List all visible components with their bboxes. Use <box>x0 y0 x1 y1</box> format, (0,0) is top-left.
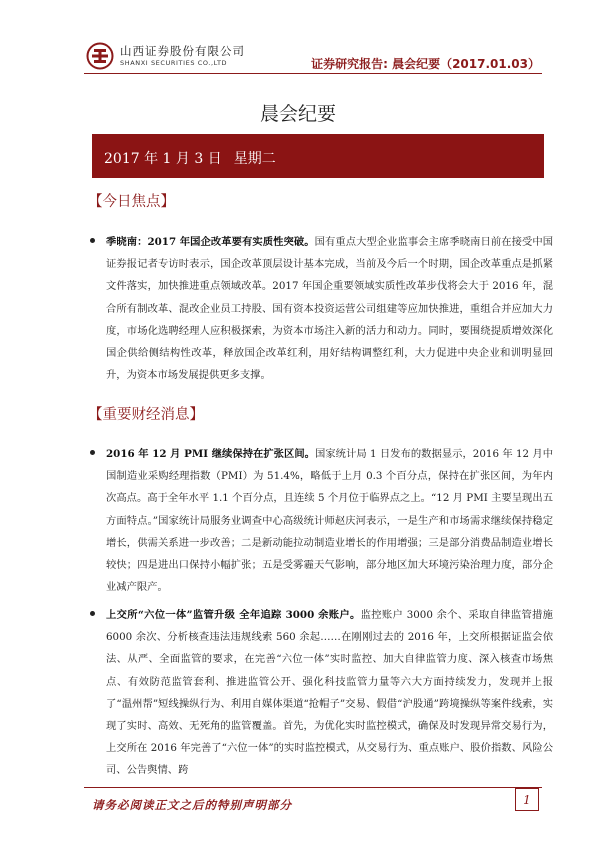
date-banner <box>92 134 544 178</box>
bullet-icon <box>90 450 95 455</box>
disclaimer-notice: 请务必阅读正文之后的特别声明部分 <box>92 798 292 812</box>
item-body: 监控账户 3000 余个、采取自律监管措施 6000 余次、分析核查违法违规线索 560 余起……在刚刚过去的 2016 年，上交所根据证监会依法、从严、全面监管的要求，在完善“六位一体”实时监控、加大自律监管力度、深入核查市场焦点、有效防范监管套利、推进监管公开、强化科技监管力量等六大方面持续发力，发现并上报了“温州帮”短线操纵行为、利用自媒体渠道“抢帽子”交易、假借“沪股通”跨境操纵等案件线索，实现了实时、高效、无死角的监管覆盖。首先，为优化实时监控模式，确保及时发现异常交易行为，上交所在 2016 年完善了“六位一体”的实时监控模式，从交易行为、重点账户、股价指数、风险公司、公告舆情、跨 <box>106 609 553 777</box>
company-name-en: SHANXI SECURITIES CO.,LTD <box>120 59 228 67</box>
page-title: 晨会纪要 <box>259 103 336 125</box>
item-lead: 2016 年 12 月 PMI 继续保持在扩张区间。 <box>106 448 316 460</box>
item-body: 国有重点大型企业监事会主席季晓南日前在接受中国证券报记者专访时表示，国企改革顶层设计基本完成，当前及今后一个时期，国企改革重点是抓紧文件落实，加快推进重点领域改革。2017 年国企重要领域实质性改革步伐将会大于 2016 年，混合所有制改革、混改企业员工持股、国有资本投资运营公司组建等应加快推进，重组合并应加大力度，市场化选聘经理人应积极探索，为资本市场注入新的活力和动力。同时，要围绕提质增效深化国企供给侧结构性改革，释放国企改革红利，用好结构调整红利，大力促进中央企业和训明显回升，为资本市场发展提供更多支撑。 <box>106 236 554 382</box>
weekday: 星期二 <box>233 151 276 167</box>
news-item <box>90 604 554 782</box>
company-logo-icon <box>86 42 114 70</box>
section-heading-focus: 【今日焦点】 <box>88 194 175 210</box>
page-header <box>0 0 596 80</box>
company-name-cn: 山西证券股份有限公司 <box>120 44 245 58</box>
item-body: 国家统计局 1 日发布的数据显示，2016 年 12 月中国制造业采购经理指数（PMI）为 51.4%，略低于上月 0.3 个百分点，保持在扩张区间，为年内次高点。高于全年水平 1.1 个百分点，且连续 5 个月位于临界点之上。“12 月 PMI 主要呈现出五方面特点。”国家统计局服务业调查中心高级统计师赵庆河表示，一是生产和市场需求继续保持稳定增长，供需关系进一步改善；二是新动能拉动制造业增长的作用增强；三是部分消费品制造业增长较快；四是进出口保持小幅扩张；五是受雾霾天气影响，部分地区加大环境污染治理力度，部分企业减产限产。 <box>106 448 553 594</box>
page-number-box <box>515 788 539 811</box>
item-text <box>106 443 553 598</box>
bullet-icon <box>90 611 95 616</box>
focus-item <box>90 231 554 386</box>
date: 2017 年 1 月 3 日 <box>104 151 222 167</box>
section-heading-news: 【重要财经消息】 <box>88 407 204 423</box>
item-text <box>106 604 553 782</box>
page-number: 1 <box>523 793 531 807</box>
news-item <box>90 443 554 598</box>
item-lead: 季晓南：2017 年国企改革要有实质性突破。 <box>106 236 315 248</box>
report-title: 证券研究报告: 晨会纪要（2017.01.03） <box>311 57 540 71</box>
item-text <box>106 231 553 386</box>
bullet-icon <box>90 238 95 243</box>
date-line <box>104 148 276 168</box>
item-lead: 上交所“六位一体”监管升级 全年追踪 3000 余账户。 <box>106 609 361 621</box>
footer-divider <box>84 787 542 788</box>
header-divider <box>84 73 542 74</box>
